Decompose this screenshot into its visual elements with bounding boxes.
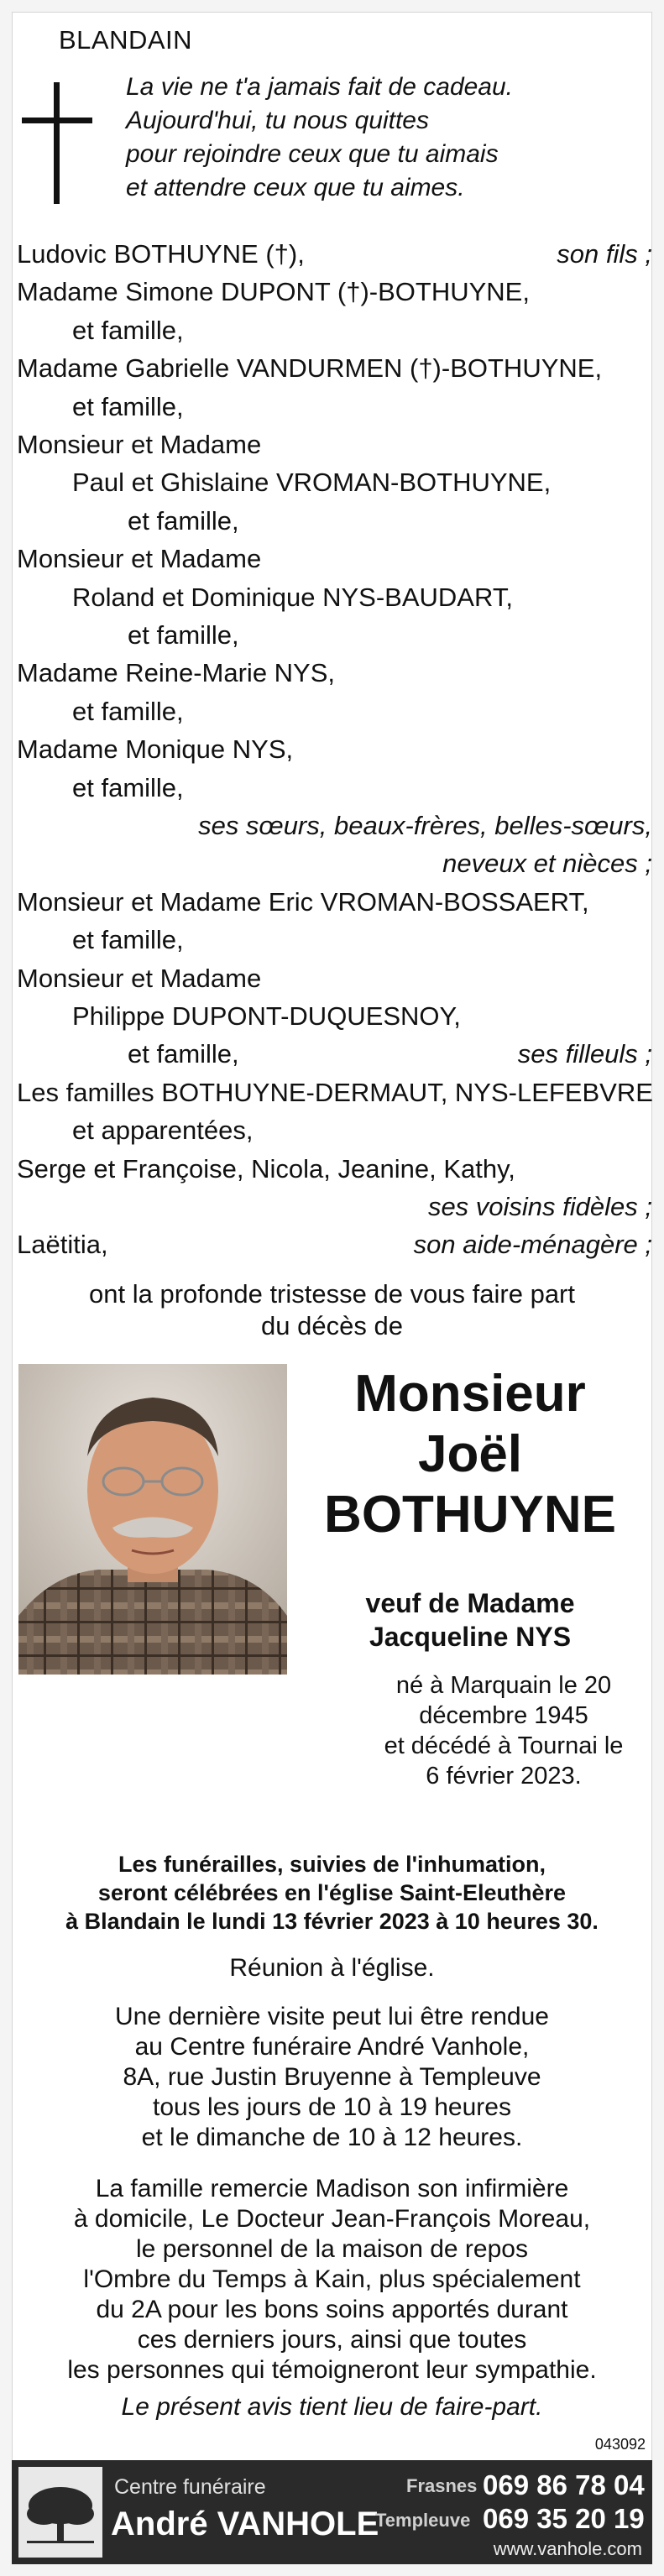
deceased-first-name: Joël bbox=[417, 1425, 523, 1483]
poem-line: et attendre ceux que tu aimes. bbox=[126, 174, 465, 201]
phone-templeuve[interactable]: 069 35 20 19 bbox=[483, 2503, 645, 2534]
tree-logo-icon bbox=[18, 2467, 102, 2558]
family-member: Monsieur et Madame Eric VROMAN-BOSSAERT, bbox=[17, 886, 589, 917]
poem-line: pour rejoindre ceux que tu aimais bbox=[126, 140, 499, 168]
family-member: Laëtitia, bbox=[17, 1230, 108, 1260]
notice-line: Le présent avis tient lieu de faire-part. bbox=[121, 2393, 543, 2421]
family-line bbox=[0, 349, 664, 387]
family-member: Les familles BOTHUYNE-DERMAUT, NYS-LEFEBVRE bbox=[17, 1077, 653, 1107]
family-line bbox=[0, 1035, 664, 1073]
family-line bbox=[0, 502, 664, 540]
family-member: et apparentées, bbox=[72, 1116, 254, 1146]
family-member: Madame Gabrielle VANDURMEN (†)-BOTHUYNE, bbox=[17, 353, 603, 384]
relation-label: ses sœurs, beaux-frères, belles-sœurs, bbox=[198, 811, 652, 840]
family-member: Madame Monique NYS, bbox=[17, 734, 294, 765]
family-line bbox=[0, 1074, 664, 1111]
funeral-line: à Blandain le lundi 13 février 2023 à 10 heures 30. bbox=[65, 1909, 599, 1934]
family-line bbox=[0, 883, 664, 921]
cross-icon-bar bbox=[22, 118, 92, 123]
relation-label: ses voisins fidèles ; bbox=[427, 1192, 652, 1221]
family-member: Madame Reine-Marie NYS, bbox=[17, 658, 336, 688]
family-member: et famille, bbox=[72, 925, 184, 955]
funeral-line: seront célébrées en l'église Saint-Eleuthère bbox=[97, 1880, 567, 1905]
family-line bbox=[0, 388, 664, 426]
family-line bbox=[0, 540, 664, 577]
visit-info bbox=[0, 2002, 664, 2153]
widow-line bbox=[302, 1586, 638, 1654]
thanks-line: ces derniers jours, ainsi que toutes bbox=[137, 2326, 527, 2354]
family-member: et famille, bbox=[128, 505, 239, 536]
family-member: et famille, bbox=[128, 1039, 239, 1069]
thanks-line: du 2A pour les bons soins apportés durant bbox=[96, 2296, 568, 2323]
deceased-name bbox=[302, 1364, 638, 1545]
location-templeuve: Templeuve bbox=[375, 2510, 471, 2531]
family-member: Ludovic BOTHUYNE (†), bbox=[17, 239, 305, 269]
widow-line-1: veuf de Madame bbox=[365, 1588, 575, 1618]
deceased-last-name: BOTHUYNE bbox=[324, 1486, 616, 1544]
family-line bbox=[0, 616, 664, 654]
thanks-line: les personnes qui témoigneront leur sympathie. bbox=[67, 2356, 597, 2384]
visit-line: tous les jours de 10 à 19 heures bbox=[153, 2093, 511, 2121]
family-line bbox=[0, 1225, 664, 1263]
family-member: et famille, bbox=[72, 696, 184, 726]
thanks-info bbox=[0, 2174, 664, 2385]
family-member: Monsieur et Madame bbox=[17, 963, 262, 993]
visit-line: et le dimanche de 10 à 12 heures. bbox=[141, 2124, 523, 2151]
poem bbox=[126, 71, 513, 205]
relation-label: ses filleuls ; bbox=[517, 1039, 652, 1069]
thanks-line: La famille remercie Madison son infirmière bbox=[95, 2175, 569, 2202]
relation-label: neveux et nièces ; bbox=[442, 849, 652, 879]
family-line bbox=[0, 463, 664, 501]
visit-line: 8A, rue Justin Bruyenne à Templeuve bbox=[123, 2063, 541, 2091]
visit-line: Une dernière visite peut lui être rendue bbox=[115, 2003, 549, 2030]
family-member: Philippe DUPONT-DUQUESNOY, bbox=[72, 1001, 461, 1031]
family-line bbox=[0, 692, 664, 730]
relation-label: son aide-ménagère ; bbox=[413, 1230, 652, 1260]
family-member: Paul et Ghislaine VROMAN-BOTHUYNE, bbox=[72, 468, 552, 498]
thanks-line: le personnel de la maison de repos bbox=[136, 2235, 528, 2263]
announcement-line: du décès de bbox=[261, 1311, 403, 1340]
family-member: Serge et Françoise, Nicola, Jeanine, Kathy, bbox=[17, 1153, 515, 1183]
deceased-photo bbox=[18, 1364, 287, 1675]
visit-line: au Centre funéraire André Vanhole, bbox=[134, 2033, 530, 2061]
family-line bbox=[0, 273, 664, 311]
family-line bbox=[0, 235, 664, 273]
family-member: et famille, bbox=[72, 391, 184, 421]
family-member: et famille, bbox=[128, 620, 239, 650]
announcement-line: ont la profonde tristesse de vous faire part bbox=[89, 1279, 575, 1309]
phone-frasnes[interactable]: 069 86 78 04 bbox=[483, 2469, 645, 2500]
funeral-line: Les funérailles, suivies de l'inhumation, bbox=[118, 1852, 546, 1877]
birth-line: né à Marquain le 20 bbox=[395, 1672, 612, 1699]
family-member: Monsieur et Madame bbox=[17, 430, 262, 459]
family-line bbox=[0, 769, 664, 807]
family-member: Monsieur et Madame bbox=[17, 544, 262, 574]
poem-line: Aujourd'hui, tu nous quittes bbox=[126, 107, 429, 134]
website-link[interactable]: www.vanhole.com bbox=[493, 2538, 642, 2559]
location-frasnes: Frasnes bbox=[406, 2475, 478, 2496]
birth-death-info bbox=[353, 1670, 655, 1791]
family-member: et famille, bbox=[72, 772, 184, 802]
footer-label: Centre funéraire bbox=[114, 2475, 266, 2499]
deceased-title: Monsieur bbox=[354, 1365, 586, 1423]
announcement bbox=[0, 1278, 664, 1342]
reunion-info: Réunion à l'église. bbox=[229, 1954, 435, 1982]
death-line: et décédé à Tournai le bbox=[384, 1732, 624, 1759]
family-line bbox=[0, 807, 664, 844]
relation-label: son fils ; bbox=[557, 239, 652, 269]
reference-number: 043092 bbox=[594, 2436, 646, 2453]
family-line bbox=[0, 578, 664, 616]
family-line bbox=[0, 311, 664, 349]
family-line bbox=[0, 959, 664, 997]
thanks-line: l'Ombre du Temps à Kain, plus spécialement bbox=[83, 2265, 581, 2293]
funeral-home-name: André VANHOLE bbox=[111, 2505, 379, 2542]
family-line bbox=[0, 1111, 664, 1149]
funeral-home-footer bbox=[12, 2460, 652, 2564]
birth-line: décembre 1945 bbox=[419, 1702, 588, 1729]
family-line bbox=[0, 1188, 664, 1225]
family-member: Roland et Dominique NYS-BAUDART, bbox=[72, 582, 513, 612]
cross-icon bbox=[54, 82, 60, 204]
family-member: Madame Simone DUPONT (†)-BOTHUYNE, bbox=[17, 277, 530, 307]
town-name: BLANDAIN bbox=[59, 25, 193, 55]
death-line: 6 février 2023. bbox=[426, 1763, 582, 1790]
family-line bbox=[0, 844, 664, 882]
family-line bbox=[0, 654, 664, 692]
poem-line: La vie ne t'a jamais fait de cadeau. bbox=[126, 73, 514, 101]
funeral-info bbox=[0, 1850, 664, 1936]
family-line bbox=[0, 426, 664, 463]
family-line bbox=[0, 921, 664, 959]
thanks-line: à domicile, Le Docteur Jean-François Moreau, bbox=[73, 2205, 591, 2233]
family-line bbox=[0, 730, 664, 768]
family-member: et famille, bbox=[72, 315, 184, 345]
family-line bbox=[0, 997, 664, 1035]
family-line bbox=[0, 1150, 664, 1188]
widow-line-2: Jacqueline NYS bbox=[369, 1622, 572, 1652]
